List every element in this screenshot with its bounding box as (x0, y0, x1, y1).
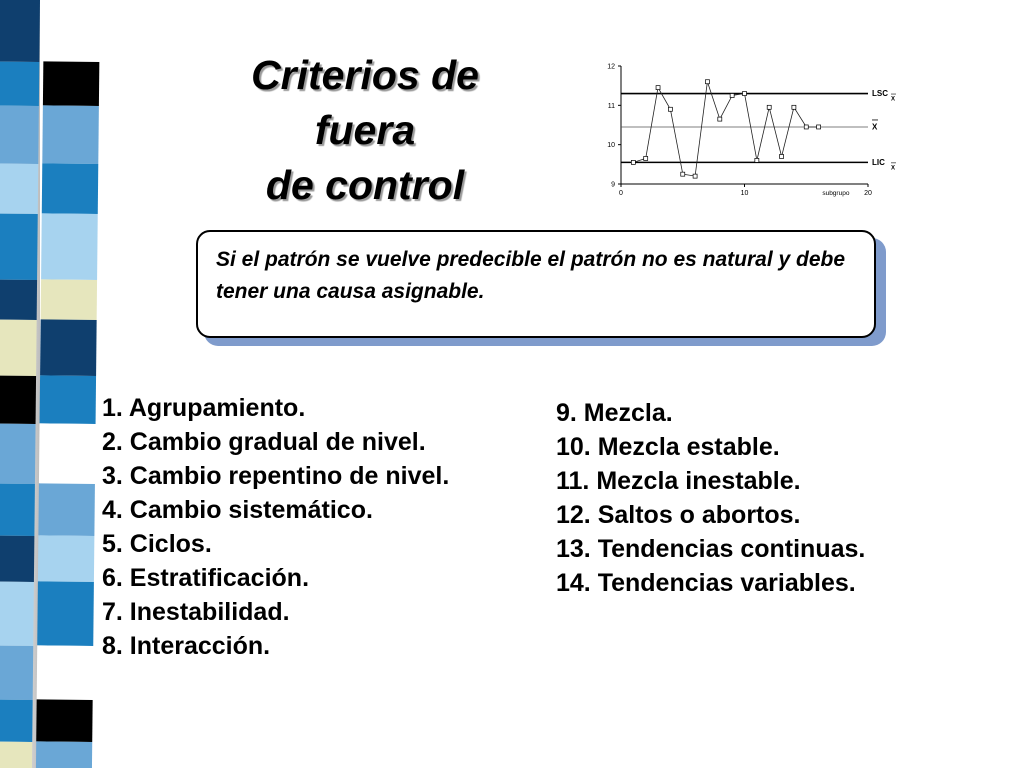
data-point (755, 158, 759, 162)
title-line-1: Criterios de (251, 52, 479, 98)
x-tick-label: 20 (864, 190, 872, 197)
data-point (718, 117, 722, 121)
data-point (656, 86, 660, 90)
data-point (804, 125, 808, 129)
data-point (681, 172, 685, 176)
control-line-label: LSC (872, 89, 888, 99)
list-item: 4. Cambio sistemático. (102, 496, 373, 524)
data-point (792, 105, 796, 109)
list-item: 14. Tendencias variables. (556, 569, 856, 597)
control-line-label: X (872, 122, 878, 132)
data-point (668, 107, 672, 111)
list-item: 10. Mezcla estable. (556, 433, 780, 461)
list-item: 1. Agrupamiento. (102, 394, 306, 422)
data-point (693, 174, 697, 178)
y-tick-label: 11 (607, 102, 615, 110)
list-item: 7. Inestabilidad. (102, 598, 290, 626)
control-line-subscript: X (891, 96, 896, 103)
data-point (780, 154, 784, 158)
control-chart (600, 56, 900, 204)
list-item: 13. Tendencias continuas. (556, 535, 866, 563)
criteria-list-right (556, 396, 956, 600)
list-item: 12. Saltos o abortos. (556, 501, 801, 529)
y-tick-label: 9 (611, 181, 615, 189)
callout-text: Si el patrón se vuelve predecible el patrón no es natural y debe tener una causa asignable. (216, 248, 846, 303)
data-point (767, 105, 771, 109)
data-point (705, 80, 709, 84)
control-line-label: LIC (872, 157, 885, 167)
list-item: 11. Mezcla inestable. (556, 467, 801, 495)
title-line-3: de control (265, 162, 465, 208)
list-item: 5. Ciclos. (102, 530, 212, 558)
callout-box (196, 230, 876, 338)
control-line-subscript: X (891, 165, 896, 172)
x-tick-label: 0 (619, 190, 623, 197)
data-point (644, 156, 648, 160)
data-point (743, 92, 747, 96)
list-item: 2. Cambio gradual de nivel. (102, 428, 426, 456)
slide-title (200, 48, 530, 213)
list-item: 3. Cambio repentino de nivel. (102, 462, 450, 490)
criteria-list-left (102, 391, 522, 663)
y-tick-label: 12 (607, 63, 615, 71)
list-item: 9. Mezcla. (556, 399, 673, 427)
data-point (631, 160, 635, 164)
y-tick-label: 10 (607, 142, 615, 150)
list-item: 6. Estratificación. (102, 564, 310, 592)
x-axis-label: subgrupo (822, 190, 850, 197)
decorative-border (0, 0, 118, 768)
list-item: 8. Interacción. (102, 632, 271, 660)
data-point (730, 94, 734, 98)
data-point (817, 125, 821, 129)
x-tick-label: 10 (740, 190, 749, 197)
title-line-2: fuera (314, 107, 416, 153)
